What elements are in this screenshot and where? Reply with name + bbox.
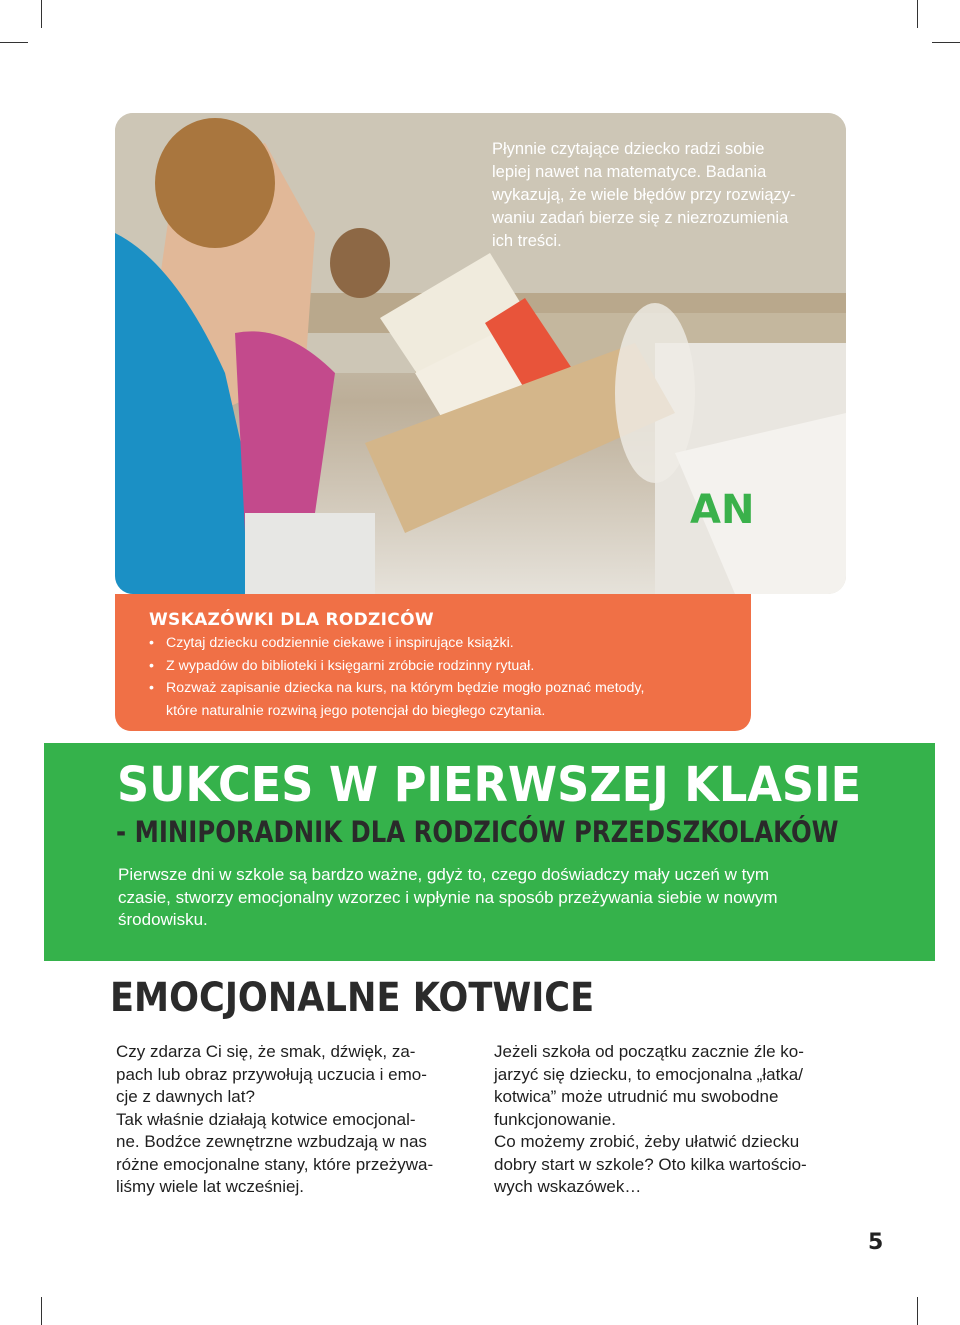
paragraph-line: ne. Bodźce zewnętrzne wzbudzają w nas — [116, 1132, 427, 1151]
caption-line: lepiej nawet na matematyce. Badania — [492, 163, 767, 181]
paragraph-line: Tak właśnie działają kotwice emocjonal- — [116, 1109, 416, 1129]
banner-subtitle: - MINIPORADNIK DLA RODZICÓW PRZEDSZKOLAKÓW — [116, 815, 839, 849]
tip-text: Rozważ zapisanie dziecka na kurs, na którym będzie mogło poznać metody, — [166, 680, 645, 696]
intro-line: Pierwsze dni w szkole są bardzo ważne, gdyż to, czego doświadczy mały uczeń w tym — [118, 865, 769, 884]
bullet-icon: • — [149, 680, 154, 696]
paragraph-line: wych wskazówek… — [494, 1177, 642, 1196]
tips-title: WSKAZÓWKI DLA RODZICÓW — [149, 610, 434, 630]
list-item — [149, 677, 749, 722]
list-item — [149, 655, 749, 678]
crop-mark — [932, 42, 960, 43]
paragraph-line: Czy zdarza Ci się, że smak, dźwięk, za- — [116, 1042, 416, 1061]
banner-title: SUKCES W PIERWSZEJ KLASIE — [117, 757, 862, 813]
intro-line: środowisku. — [118, 910, 208, 929]
left-column — [116, 1041, 476, 1199]
paragraph-line: Co możemy zrobić, żeby ułatwić dziecku — [494, 1132, 800, 1151]
crop-mark — [917, 1297, 918, 1325]
bullet-icon: • — [149, 657, 154, 674]
caption-line: wykazują, że wiele błędów przy rozwiązy- — [492, 186, 796, 204]
paragraph-line: Jeżeli szkoła od początku zacznie źle ko- — [494, 1042, 804, 1061]
headline-banner — [44, 743, 935, 961]
paragraph-line: kotwica” może utrudnić mu swobodne — [494, 1087, 779, 1106]
bullet-icon: • — [149, 635, 154, 651]
paragraph-line: pach lub obraz przywołują uczucia i emo- — [116, 1064, 427, 1084]
parent-tips-box — [115, 594, 751, 731]
right-column — [494, 1041, 854, 1199]
tip-text: Z wypadów do biblioteki i księgarni zróbcie rodzinny rytuał. — [166, 657, 535, 674]
caption-line: ich treści. — [492, 232, 562, 250]
crop-mark — [917, 0, 918, 28]
crop-mark — [0, 42, 28, 43]
banner-intro — [118, 864, 858, 932]
list-item — [149, 632, 749, 655]
caption-line: waniu zadań bierze się z niezrozumienia — [492, 209, 789, 227]
page-number: 5 — [868, 1230, 884, 1255]
paragraph-line: jarzyć się dziecku, to emocjonalna „łatka/ — [494, 1064, 803, 1084]
caption-line: Płynnie czytające dziecko radzi sobie — [492, 140, 765, 158]
crop-mark — [41, 1297, 42, 1325]
photo-caption — [492, 138, 822, 253]
paragraph-line: dobry start w szkole? Oto kilka wartościo- — [494, 1154, 807, 1174]
crop-mark — [41, 0, 42, 28]
paragraph-line: cje z dawnych lat? — [116, 1087, 255, 1106]
book-cover-letters: AN — [690, 487, 755, 533]
paragraph-line: funkcjonowanie. — [494, 1109, 616, 1129]
intro-line: czasie, stworzy emocjonalny wzorzec i wpłynie na sposób przeżywania siebie w nowym — [118, 887, 778, 907]
paragraph-line: różne emocjonalne stany, które przeżywa- — [116, 1154, 434, 1174]
tip-text: Czytaj dziecku codziennie ciekawe i inspirujące książki. — [166, 635, 514, 651]
section-title: EMOCJONALNE KOTWICE — [110, 975, 595, 1021]
tips-list — [149, 632, 749, 722]
paragraph-line: liśmy wiele lat wcześniej. — [116, 1177, 304, 1196]
tip-text: które naturalnie rozwiną jego potencjał do biegłego czytania. — [166, 702, 546, 719]
